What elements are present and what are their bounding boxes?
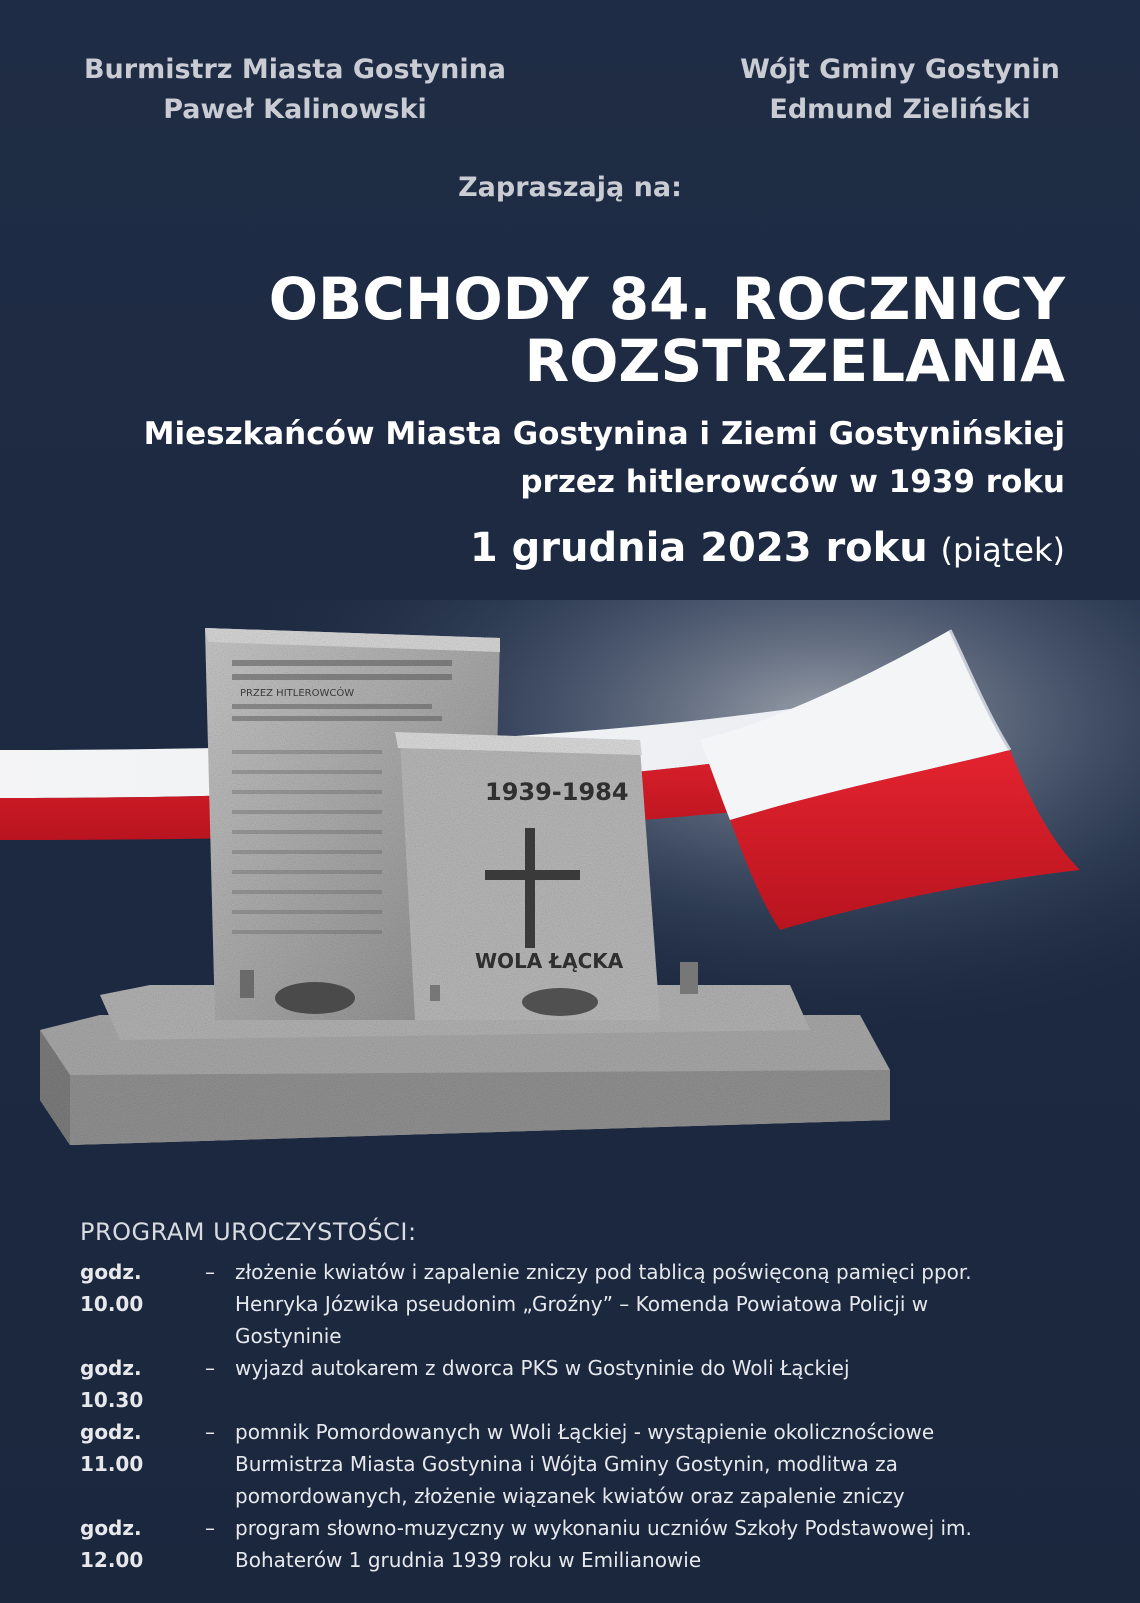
- inscription-line: [232, 930, 382, 934]
- title-line: OBCHODY 84. ROCZNICY: [268, 265, 1065, 333]
- organizer-role: Wójt Gminy Gostynin: [740, 54, 1060, 85]
- inscription-line: [232, 850, 382, 854]
- program-dash: –: [205, 1356, 215, 1380]
- organizer-name: Paweł Kalinowski: [163, 94, 427, 125]
- program-dash: –: [205, 1516, 215, 1540]
- event-title: [268, 265, 1065, 395]
- program-dash: –: [205, 1260, 215, 1284]
- program-time: godz. 10.00: [80, 1260, 144, 1316]
- program-time: godz. 11.00: [80, 1420, 144, 1476]
- event-subtitle: [144, 410, 1065, 506]
- inscription-line: [232, 830, 382, 834]
- program-item: [80, 1512, 1080, 1576]
- subtitle-line: Mieszkańców Miasta Gostynina i Ziemi Gostynińskiej: [143, 416, 1065, 452]
- program-desc: pomnik Pomordowanych w Woli Łąckiej - wystąpienie okolicznościowe Burmistrza Miasta Gostynina i Wójta Gminy Gostynin, modlitwa za pomordowanych, złożenie wiązanek kwiatów oraz zapalenie zniczy: [235, 1420, 935, 1508]
- program-dash: –: [205, 1420, 215, 1444]
- inscription-line: [232, 716, 442, 721]
- subtitle-line: przez hitlerowców w 1939 roku: [520, 464, 1065, 500]
- inscription-line: [232, 674, 452, 680]
- program-desc: program słowno-muzyczny w wykonaniu uczniów Szkoły Podstawowej im. Bohaterów 1 grudnia 1939 roku w Emilianowie: [235, 1516, 972, 1572]
- program-time: godz. 10.30: [80, 1356, 144, 1412]
- inscription-line: [232, 890, 382, 894]
- inscription-line: [232, 660, 452, 666]
- monument-place: WOLA ŁĄCKA: [475, 949, 624, 973]
- program-desc: wyjazd autokarem z dworca PKS w Gostyninie do Woli Łąckiej: [235, 1356, 850, 1380]
- date-main: 1 grudnia 2023 roku: [469, 525, 928, 571]
- program-heading: PROGRAM UROCZYSTOŚCI:: [80, 1218, 417, 1246]
- event-date: [470, 525, 1065, 571]
- date-weekday: (piątek): [940, 531, 1065, 569]
- plaque-text: PRZEZ HITLEROWCÓW: [240, 688, 355, 699]
- inscription-line: [232, 870, 382, 874]
- title-line: ROZSTRZELANIA: [524, 327, 1065, 395]
- organizer-role: Burmistrz Miasta Gostynina: [83, 54, 507, 85]
- program-item: [80, 1256, 1080, 1352]
- program-item: [80, 1416, 1080, 1512]
- organizer-mayor: [55, 50, 535, 130]
- invite-text: Zapraszają na:: [458, 172, 682, 203]
- inscription-line: [232, 704, 432, 709]
- inscription-line: [232, 910, 382, 914]
- inscription-line: [232, 770, 382, 774]
- inscription-line: [232, 810, 382, 814]
- program-section: [80, 1218, 1080, 1576]
- program-desc: złożenie kwiatów i zapalenie zniczy pod tablicą poświęconą pamięci ppor. Henryka Józwika pseudonim „Groźny” – Komenda Powiatowa Policji w Gostyninie: [235, 1260, 972, 1348]
- program-item: [80, 1352, 1080, 1416]
- inscription-line: [232, 790, 382, 794]
- monument-illustration: [0, 600, 1140, 1200]
- organizer-name: Edmund Zieliński: [769, 94, 1031, 125]
- program-time: godz. 12.00: [80, 1516, 144, 1572]
- organizer-wojt: [660, 50, 1140, 130]
- inscription-line: [232, 750, 382, 754]
- monument-years: 1939-1984: [485, 778, 629, 806]
